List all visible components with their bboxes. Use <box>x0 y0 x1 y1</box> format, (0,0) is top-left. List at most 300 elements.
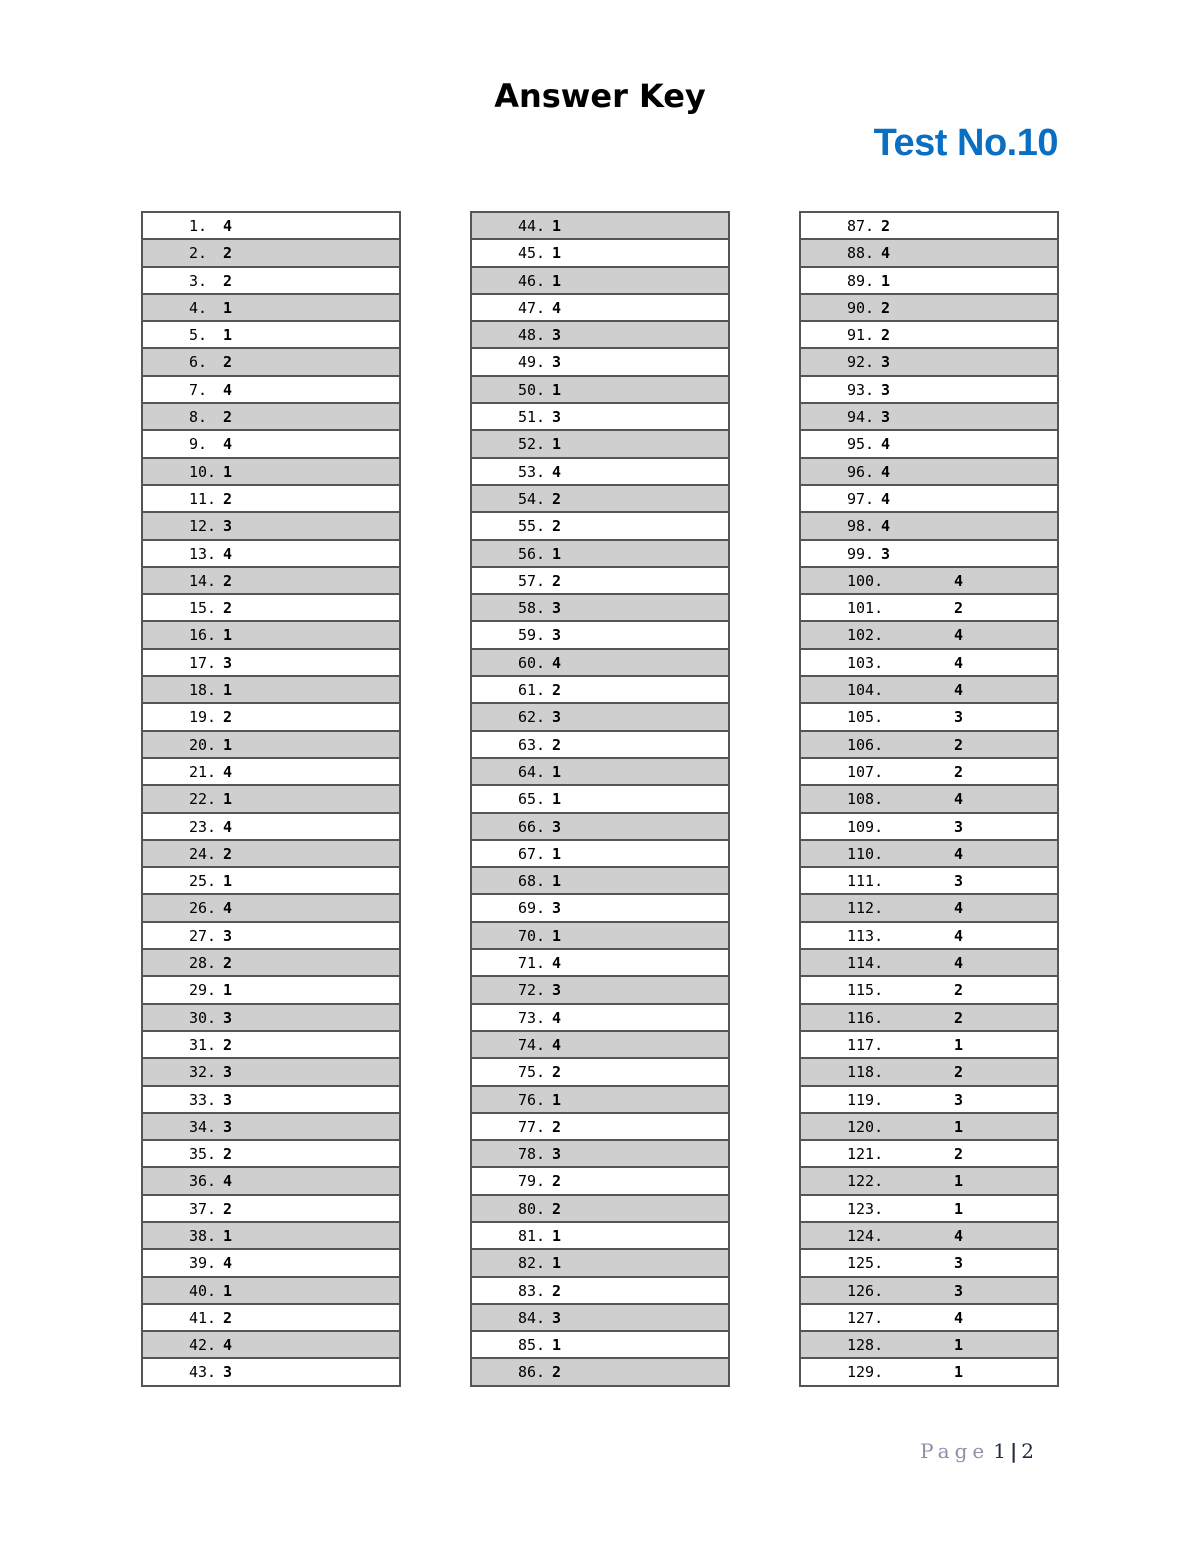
question-number: 93. <box>847 380 875 399</box>
answer-value: 1 <box>223 298 233 317</box>
answer-row <box>801 268 1057 295</box>
question-number: 49. <box>518 353 546 372</box>
total-pages: 2 <box>1021 1439 1034 1463</box>
answer-row <box>472 786 728 813</box>
answer-row <box>472 732 728 759</box>
answer-row <box>801 1168 1057 1195</box>
test-number-heading: Test No.10 <box>873 122 1058 164</box>
answer-row <box>143 868 399 895</box>
question-number: 38. <box>189 1226 217 1245</box>
question-number: 72. <box>518 981 546 1000</box>
answer-value: 3 <box>881 408 891 427</box>
question-number: 57. <box>518 571 546 590</box>
answer-value: 1 <box>223 1226 233 1245</box>
question-number: 83. <box>518 1281 546 1300</box>
question-number: 40. <box>189 1281 217 1300</box>
answer-row <box>143 786 399 813</box>
answer-value: 1 <box>552 1226 562 1245</box>
answer-row <box>143 1359 399 1384</box>
question-number: 113. <box>847 926 884 945</box>
answer-row <box>143 841 399 868</box>
answer-row <box>801 240 1057 267</box>
answer-row <box>143 295 399 322</box>
question-number: 73. <box>518 1008 546 1027</box>
answer-row <box>472 923 728 950</box>
answer-row <box>472 213 728 240</box>
question-number: 33. <box>189 1090 217 1109</box>
question-number: 85. <box>518 1336 546 1355</box>
question-number: 62. <box>518 708 546 727</box>
answer-row <box>472 1114 728 1141</box>
answer-row <box>472 950 728 977</box>
answer-row <box>801 1250 1057 1277</box>
page-title: Answer Key <box>494 77 706 115</box>
question-number: 20. <box>189 735 217 754</box>
answer-row <box>143 322 399 349</box>
answer-row <box>801 1332 1057 1359</box>
answer-value: 2 <box>954 735 964 754</box>
answer-row <box>801 704 1057 731</box>
answer-row <box>472 1250 728 1277</box>
answer-value: 2 <box>552 1172 562 1191</box>
question-number: 112. <box>847 899 884 918</box>
question-number: 31. <box>189 1035 217 1054</box>
answer-value: 1 <box>223 872 233 891</box>
answer-value: 1 <box>552 217 562 235</box>
answer-row <box>472 677 728 704</box>
answer-value: 3 <box>954 708 964 727</box>
answer-row <box>472 841 728 868</box>
question-number: 68. <box>518 872 546 891</box>
answer-value: 3 <box>552 326 562 345</box>
question-number: 109. <box>847 817 884 836</box>
answer-row <box>801 732 1057 759</box>
answer-value: 1 <box>223 326 233 345</box>
answer-row <box>801 595 1057 622</box>
question-number: 118. <box>847 1063 884 1082</box>
question-number: 92. <box>847 353 875 372</box>
answer-value: 3 <box>552 353 562 372</box>
answer-row <box>472 1196 728 1223</box>
answer-value: 2 <box>223 708 233 727</box>
answer-row <box>801 1223 1057 1250</box>
answer-row <box>143 268 399 295</box>
answer-value: 1 <box>954 1199 964 1218</box>
answer-row <box>472 240 728 267</box>
question-number: 87. <box>847 217 875 235</box>
answer-row <box>143 486 399 513</box>
question-number: 48. <box>518 326 546 345</box>
answer-row <box>801 1278 1057 1305</box>
question-number: 12. <box>189 517 217 536</box>
question-number: 11. <box>189 489 217 508</box>
question-number: 47. <box>518 298 546 317</box>
answer-value: 1 <box>881 271 891 290</box>
question-number: 50. <box>518 380 546 399</box>
answer-value: 3 <box>954 1090 964 1109</box>
question-number: 2. <box>189 244 208 263</box>
question-number: 37. <box>189 1199 217 1218</box>
question-number: 41. <box>189 1308 217 1327</box>
answer-value: 2 <box>954 762 964 781</box>
answer-row <box>801 295 1057 322</box>
question-number: 100. <box>847 571 884 590</box>
question-number: 52. <box>518 435 546 454</box>
answer-row <box>801 1005 1057 1032</box>
answer-value: 2 <box>954 599 964 618</box>
answer-value: 3 <box>552 1145 562 1164</box>
answer-row <box>143 732 399 759</box>
answer-value: 1 <box>552 844 562 863</box>
question-number: 84. <box>518 1308 546 1327</box>
answer-row <box>472 1059 728 1086</box>
answer-value: 1 <box>954 1117 964 1136</box>
answer-value: 1 <box>552 790 562 809</box>
question-number: 27. <box>189 926 217 945</box>
answer-value: 4 <box>954 954 964 973</box>
question-number: 66. <box>518 817 546 836</box>
answer-row <box>801 622 1057 649</box>
answer-value: 1 <box>552 1254 562 1273</box>
question-number: 117. <box>847 1035 884 1054</box>
answer-value: 4 <box>223 544 233 563</box>
answer-value: 3 <box>954 872 964 891</box>
page-number: 1 <box>993 1439 1006 1463</box>
question-number: 14. <box>189 571 217 590</box>
question-number: 46. <box>518 271 546 290</box>
answer-row <box>143 1305 399 1332</box>
question-number: 122. <box>847 1172 884 1191</box>
question-number: 116. <box>847 1008 884 1027</box>
answer-row <box>801 1141 1057 1168</box>
question-number: 13. <box>189 544 217 563</box>
answer-value: 4 <box>552 954 562 973</box>
question-number: 17. <box>189 653 217 672</box>
question-number: 121. <box>847 1145 884 1164</box>
answer-row <box>801 213 1057 240</box>
answer-row <box>472 268 728 295</box>
question-number: 25. <box>189 872 217 891</box>
answer-column-2 <box>470 211 730 1387</box>
question-number: 104. <box>847 681 884 700</box>
answer-value: 2 <box>223 1199 233 1218</box>
answer-row <box>143 349 399 376</box>
question-number: 79. <box>518 1172 546 1191</box>
answer-row <box>801 377 1057 404</box>
answer-row <box>143 950 399 977</box>
answer-row <box>143 1087 399 1114</box>
question-number: 30. <box>189 1008 217 1027</box>
answer-row <box>143 431 399 458</box>
answer-value: 2 <box>552 489 562 508</box>
answer-value: 2 <box>223 244 233 263</box>
answer-value: 3 <box>552 981 562 1000</box>
answer-row <box>472 486 728 513</box>
answer-value: 4 <box>954 899 964 918</box>
answer-value: 2 <box>223 599 233 618</box>
answer-row <box>143 895 399 922</box>
answer-row <box>143 1250 399 1277</box>
question-number: 90. <box>847 298 875 317</box>
question-number: 102. <box>847 626 884 645</box>
answer-value: 2 <box>223 1035 233 1054</box>
answer-row <box>801 759 1057 786</box>
answer-value: 3 <box>954 817 964 836</box>
question-number: 114. <box>847 954 884 973</box>
answer-row <box>801 486 1057 513</box>
answer-value: 1 <box>223 1281 233 1300</box>
question-number: 91. <box>847 326 875 345</box>
answer-row <box>143 759 399 786</box>
answer-row <box>143 977 399 1004</box>
answer-row <box>143 704 399 731</box>
answer-row <box>801 895 1057 922</box>
answer-value: 2 <box>223 353 233 372</box>
question-number: 5. <box>189 326 208 345</box>
answer-row <box>801 1032 1057 1059</box>
answer-row <box>472 431 728 458</box>
answer-value: 4 <box>954 1226 964 1245</box>
answer-value: 4 <box>552 462 562 481</box>
answer-value: 2 <box>552 1363 562 1382</box>
answer-row <box>472 1005 728 1032</box>
answer-value: 1 <box>552 926 562 945</box>
answer-row <box>472 622 728 649</box>
answer-row <box>472 650 728 677</box>
answer-value: 4 <box>552 1035 562 1054</box>
answer-value: 3 <box>223 517 233 536</box>
question-number: 115. <box>847 981 884 1000</box>
answer-value: 2 <box>552 1117 562 1136</box>
question-number: 89. <box>847 271 875 290</box>
answer-value: 2 <box>223 408 233 427</box>
answer-value: 2 <box>954 981 964 1000</box>
question-number: 82. <box>518 1254 546 1273</box>
answer-row <box>472 1305 728 1332</box>
answer-row <box>472 568 728 595</box>
answer-value: 2 <box>552 517 562 536</box>
answer-value: 4 <box>552 1008 562 1027</box>
answer-row <box>143 1168 399 1195</box>
question-number: 39. <box>189 1254 217 1273</box>
answer-row <box>472 1332 728 1359</box>
answer-value: 1 <box>552 244 562 263</box>
answer-value: 2 <box>954 1145 964 1164</box>
answer-value: 4 <box>552 653 562 672</box>
answer-row <box>143 1141 399 1168</box>
answer-row <box>801 1087 1057 1114</box>
question-number: 56. <box>518 544 546 563</box>
question-number: 60. <box>518 653 546 672</box>
answer-value: 4 <box>223 899 233 918</box>
answer-value: 2 <box>552 1281 562 1300</box>
answer-row <box>472 1223 728 1250</box>
answer-row <box>143 240 399 267</box>
answer-value: 3 <box>223 1008 233 1027</box>
answer-column-3 <box>799 211 1059 1387</box>
question-number: 119. <box>847 1090 884 1109</box>
answer-row <box>143 459 399 486</box>
answer-value: 4 <box>223 435 233 454</box>
answer-value: 2 <box>223 271 233 290</box>
answer-row <box>801 513 1057 540</box>
answer-row <box>801 1359 1057 1384</box>
question-number: 71. <box>518 954 546 973</box>
answer-row <box>472 1032 728 1059</box>
answer-row <box>801 1059 1057 1086</box>
answer-value: 1 <box>552 380 562 399</box>
question-number: 88. <box>847 244 875 263</box>
answer-value: 4 <box>881 489 891 508</box>
answer-row <box>472 977 728 1004</box>
answer-value: 4 <box>223 380 233 399</box>
answer-value: 3 <box>552 817 562 836</box>
answer-value: 4 <box>223 817 233 836</box>
answer-value: 2 <box>223 954 233 973</box>
answer-row <box>472 1141 728 1168</box>
answer-row <box>472 895 728 922</box>
answer-value: 4 <box>954 790 964 809</box>
answer-value: 1 <box>552 872 562 891</box>
question-number: 63. <box>518 735 546 754</box>
answer-value: 3 <box>954 1254 964 1273</box>
answer-value: 3 <box>223 1090 233 1109</box>
answer-value: 3 <box>223 1063 233 1082</box>
answer-column-1 <box>141 211 401 1387</box>
question-number: 69. <box>518 899 546 918</box>
answer-value: 3 <box>223 1117 233 1136</box>
answer-row <box>143 923 399 950</box>
question-number: 7. <box>189 380 208 399</box>
answer-value: 1 <box>552 271 562 290</box>
question-number: 4. <box>189 298 208 317</box>
question-number: 35. <box>189 1145 217 1164</box>
question-number: 58. <box>518 599 546 618</box>
answer-row <box>801 322 1057 349</box>
question-number: 70. <box>518 926 546 945</box>
question-number: 127. <box>847 1308 884 1327</box>
answer-row <box>143 622 399 649</box>
question-number: 54. <box>518 489 546 508</box>
page-label: Page <box>920 1439 990 1463</box>
answer-value: 4 <box>954 1308 964 1327</box>
answer-row <box>472 1087 728 1114</box>
answer-value: 2 <box>881 217 891 235</box>
answer-value: 3 <box>223 1363 233 1382</box>
answer-row <box>801 1305 1057 1332</box>
answer-row <box>801 677 1057 704</box>
answer-value: 4 <box>223 1254 233 1273</box>
question-number: 108. <box>847 790 884 809</box>
page-separator: | <box>1009 1439 1018 1463</box>
question-number: 106. <box>847 735 884 754</box>
question-number: 123. <box>847 1199 884 1218</box>
question-number: 59. <box>518 626 546 645</box>
answer-value: 3 <box>552 708 562 727</box>
answer-value: 1 <box>223 790 233 809</box>
question-number: 125. <box>847 1254 884 1273</box>
page-footer <box>920 1436 1034 1466</box>
answer-value: 3 <box>552 599 562 618</box>
question-number: 105. <box>847 708 884 727</box>
question-number: 120. <box>847 1117 884 1136</box>
answer-row <box>472 541 728 568</box>
answer-value: 4 <box>954 844 964 863</box>
answer-value: 4 <box>223 1172 233 1191</box>
answer-value: 1 <box>954 1035 964 1054</box>
question-number: 67. <box>518 844 546 863</box>
question-number: 1. <box>189 217 208 235</box>
answer-value: 4 <box>881 517 891 536</box>
answer-value: 3 <box>881 353 891 372</box>
question-number: 75. <box>518 1063 546 1082</box>
question-number: 22. <box>189 790 217 809</box>
answer-value: 1 <box>954 1336 964 1355</box>
answer-row <box>143 377 399 404</box>
answer-row <box>801 814 1057 841</box>
answer-value: 1 <box>954 1172 964 1191</box>
answer-row <box>472 513 728 540</box>
question-number: 111. <box>847 872 884 891</box>
question-number: 129. <box>847 1363 884 1382</box>
answer-value: 3 <box>552 408 562 427</box>
answer-row <box>472 759 728 786</box>
answer-value: 1 <box>954 1363 964 1382</box>
answer-value: 1 <box>552 1090 562 1109</box>
answer-value: 3 <box>223 926 233 945</box>
question-number: 16. <box>189 626 217 645</box>
question-number: 32. <box>189 1063 217 1082</box>
question-number: 43. <box>189 1363 217 1382</box>
answer-row <box>801 950 1057 977</box>
answer-value: 1 <box>223 735 233 754</box>
answer-value: 1 <box>552 762 562 781</box>
answer-value: 4 <box>223 1336 233 1355</box>
answer-row <box>143 568 399 595</box>
answer-row <box>143 1278 399 1305</box>
question-number: 97. <box>847 489 875 508</box>
question-number: 21. <box>189 762 217 781</box>
answer-value: 2 <box>954 1063 964 1082</box>
answer-row <box>143 513 399 540</box>
answer-value: 1 <box>552 544 562 563</box>
answer-value: 4 <box>552 298 562 317</box>
answer-row <box>801 841 1057 868</box>
answer-row <box>472 459 728 486</box>
answer-row <box>472 814 728 841</box>
question-number: 6. <box>189 353 208 372</box>
question-number: 94. <box>847 408 875 427</box>
question-number: 28. <box>189 954 217 973</box>
answer-value: 2 <box>223 489 233 508</box>
question-number: 95. <box>847 435 875 454</box>
question-number: 10. <box>189 462 217 481</box>
answer-row <box>801 459 1057 486</box>
answer-row <box>801 786 1057 813</box>
answer-row <box>143 1223 399 1250</box>
answer-row <box>801 404 1057 431</box>
answer-row <box>801 868 1057 895</box>
answer-value: 2 <box>881 298 891 317</box>
question-number: 76. <box>518 1090 546 1109</box>
answer-row <box>472 595 728 622</box>
answer-row <box>801 349 1057 376</box>
answer-value: 2 <box>223 571 233 590</box>
answer-value: 1 <box>223 462 233 481</box>
answer-row <box>143 404 399 431</box>
answer-value: 1 <box>223 626 233 645</box>
answer-row <box>143 814 399 841</box>
